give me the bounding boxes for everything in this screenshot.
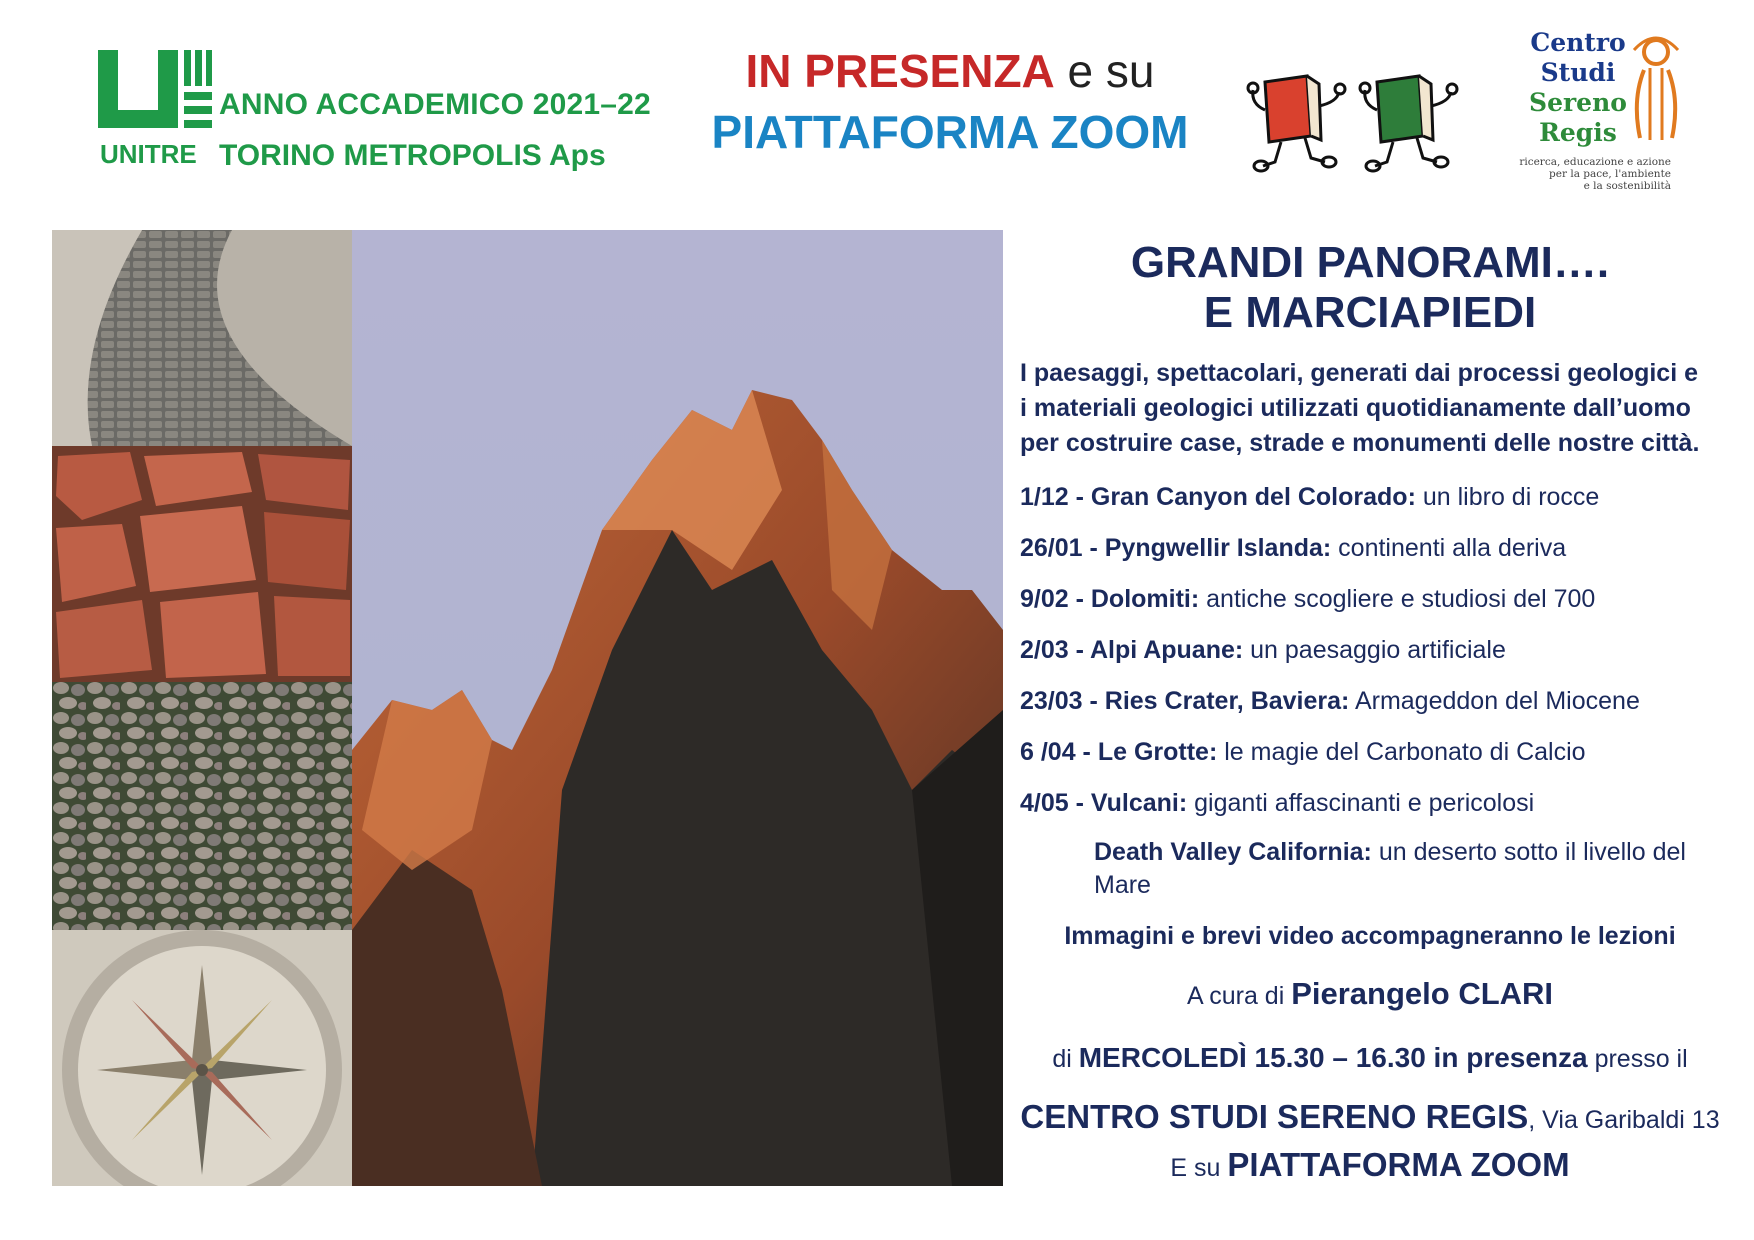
media-note: Immagini e brevi video accompagneranno le lezioni	[1064, 922, 1676, 950]
partner-name: Centro Studi Sereno Regis	[1529, 28, 1627, 147]
schedule-item: 4/05 - Vulcani: giganti affascinanti e pericolosi	[1020, 789, 1535, 817]
time-line: di MERCOLEDÌ 15.30 – 16.30 in presenza presso il	[1052, 1042, 1688, 1073]
river-stone-photo	[52, 682, 352, 930]
schedule-item: 1/12 - Gran Canyon del Colorado: un libro di rocce	[1020, 483, 1600, 511]
schedule-item: 2/03 - Alpi Apuane: un paesaggio artificiale	[1020, 636, 1506, 664]
course-description: I paesaggi, spettacolari, generati dai processi geologici e i materiali geologici utilizzati quotidianamente dall’uomo per costruire case, strade e monumenti delle nostre città.	[1020, 359, 1700, 457]
running-books-logo	[1245, 70, 1460, 175]
online-line: E su PIATTAFORMA ZOOM	[1170, 1146, 1570, 1183]
mountain-peak-photo	[352, 230, 1003, 1186]
compass-rose-photo	[52, 930, 352, 1186]
schedule-item: 6 /04 - Le Grotte: le magie del Carbonato di Calcio	[1020, 738, 1586, 766]
mode-connector: e su	[1054, 45, 1155, 97]
schedule-item: 9/02 - Dolomiti: antiche scogliere e studiosi del 700	[1020, 585, 1596, 613]
green-book-icon	[1360, 76, 1457, 171]
academic-year: ANNO ACCADEMICO 2021–22	[219, 88, 651, 121]
partner-tagline: ricerca, educazione e azione per la pace, l'ambiente e la sostenibilità	[1519, 156, 1671, 192]
unitre-logo	[96, 48, 212, 148]
unitre-wordmark: UNITRE	[100, 139, 197, 169]
curator-line: A cura di Pierangelo CLARI	[1186, 976, 1554, 1011]
platform-label: PIATTAFORMA ZOOM	[711, 106, 1189, 158]
attendance-mode	[690, 44, 1210, 98]
paving-photo-collage	[52, 230, 352, 1186]
red-flagstone-photo	[52, 446, 352, 682]
red-book-icon	[1248, 76, 1345, 171]
in-person-label: IN PRESENZA	[745, 45, 1055, 97]
schedule-item: 26/01 - Pyngwellir Islanda: continenti alla deriva	[1020, 534, 1567, 562]
cobblestone-photo	[52, 230, 352, 446]
centro-studi-sereno-regis-logo	[1518, 28, 1683, 198]
organization-name: TORINO METROPOLIS Aps	[219, 139, 606, 172]
schedule-extra-item: Death Valley California: un deserto sotto il livello del Mare	[1094, 838, 1686, 899]
schedule-item: 23/03 - Ries Crater, Baviera: Armageddon del Miocene	[1020, 687, 1640, 715]
venue-line: CENTRO STUDI SERENO REGIS, Via Garibaldi 13	[1020, 1098, 1720, 1135]
course-title: GRANDI PANORAMI…. E MARCIAPIEDI	[1130, 238, 1610, 337]
